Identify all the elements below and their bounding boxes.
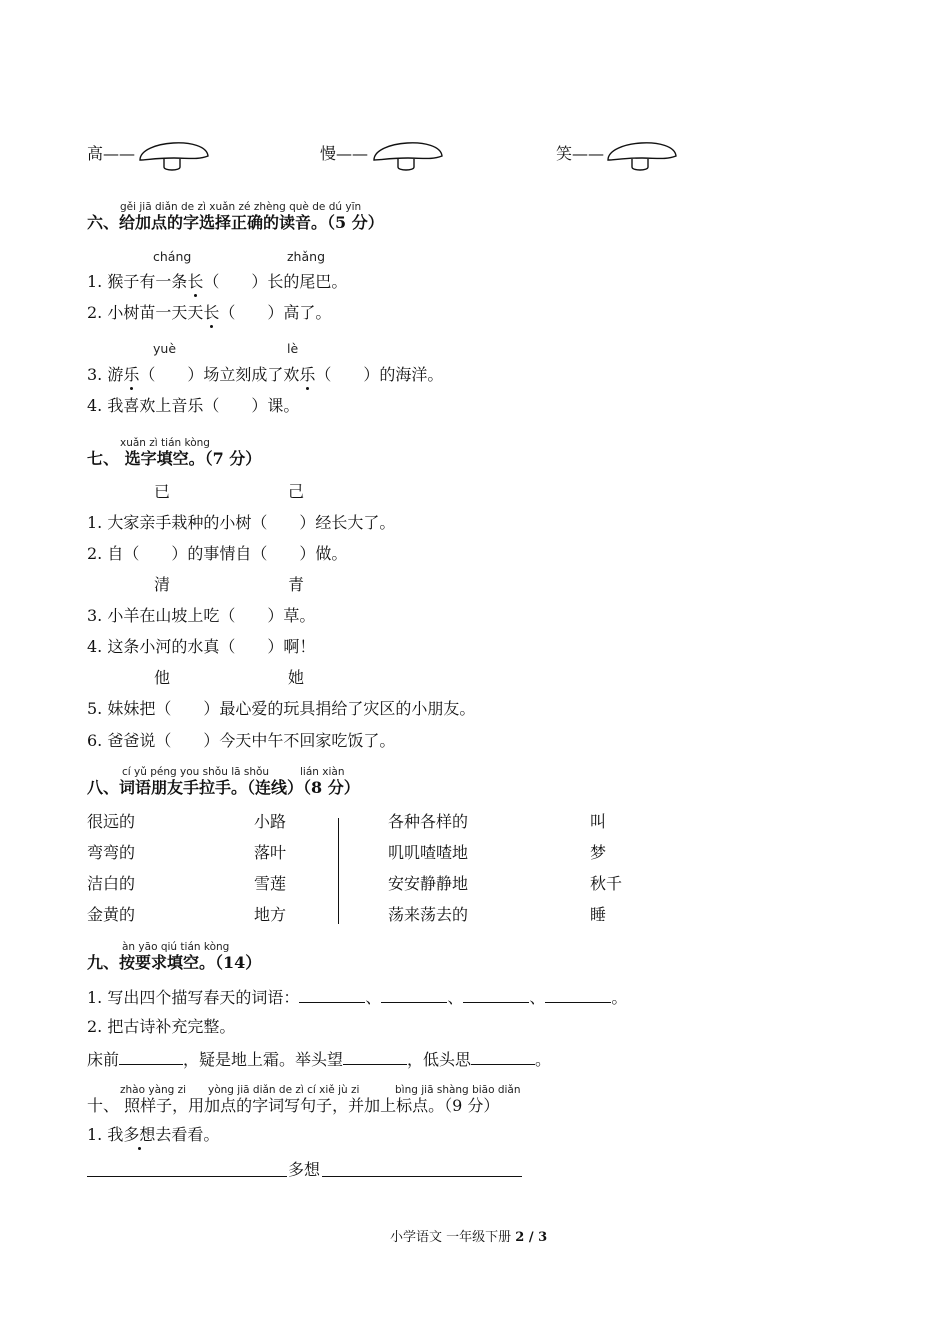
question-6-4: 4. 我喜欢上音乐（ ）课。	[87, 396, 300, 415]
dotted-char: 乐	[299, 365, 316, 384]
match-item: 雪莲	[254, 874, 287, 893]
page-number: 2 / 3	[515, 1230, 548, 1245]
char-option: 他	[154, 668, 171, 687]
char-option: 她	[288, 668, 305, 687]
match-item: 很远的	[87, 812, 136, 831]
question-7-5: 5. 妹妹把（ ）最心爱的玩具捐给了灾区的小朋友。	[87, 699, 476, 718]
answer-blank[interactable]	[381, 987, 447, 1003]
section-8-pinyin: lián xiàn	[300, 766, 345, 778]
mushroom-item-1	[87, 144, 135, 164]
mushroom-icon	[370, 134, 446, 174]
question-7-1: 1. 大家亲手栽种的小树（ ）经长大了。	[87, 513, 396, 532]
match-item: 荡来荡去的	[388, 905, 469, 924]
char-option: 清	[154, 575, 171, 594]
answer-blank[interactable]	[545, 987, 611, 1003]
mushroom-dash: ——	[572, 144, 605, 163]
mushroom-word: 高	[87, 144, 104, 163]
answer-blank[interactable]	[343, 1049, 407, 1065]
char-option: 青	[288, 575, 305, 594]
mushroom-icon	[604, 134, 680, 174]
question-7-4: 4. 这条小河的水真（ ）啊！	[87, 637, 316, 656]
section-9-pinyin: àn yāo qiú tián kòng	[122, 941, 230, 953]
dotted-char: 长	[203, 303, 220, 322]
match-item: 各种各样的	[388, 812, 469, 831]
footer-subject: 小学语文 一年级下册	[390, 1230, 512, 1245]
section-8-title: 八、词语朋友手拉手。（连线）（8 分）	[87, 778, 360, 797]
section-6-pinyin: gěi jiā diǎn de zì xuǎn zé zhèng què de dú yīn	[120, 201, 362, 213]
question-7-2: 2. 自（ ）的事情自（ ）做。	[87, 544, 348, 563]
mushroom-word: 慢	[320, 144, 337, 163]
section-10-pinyin: yòng jiā diǎn de zì cí xiě jù zi	[208, 1084, 360, 1096]
pinyin-option: cháng	[153, 249, 192, 264]
answer-blank[interactable]	[119, 1049, 183, 1065]
mushroom-icon	[136, 134, 212, 174]
char-option: 已	[154, 482, 171, 501]
answer-blank[interactable]	[471, 1049, 535, 1065]
answer-line[interactable]	[87, 1176, 287, 1177]
section-10-pinyin: bìng jiā shàng biāo diǎn	[395, 1084, 521, 1096]
match-item: 落叶	[254, 843, 287, 862]
match-item: 小路	[254, 812, 287, 831]
question-6-3: 3. 游乐（ ）场立刻成了欢乐（ ）的海洋。	[87, 365, 444, 384]
answer-blank[interactable]	[299, 987, 365, 1003]
answer-line[interactable]	[322, 1176, 522, 1177]
pinyin-option: yuè	[153, 341, 177, 356]
poem-line: 床前 ，疑是地上霜。举头望 ，低头思 。	[87, 1050, 552, 1069]
question-9-1: 1. 写出四个描写春天的词语： 、 、 、 。	[87, 988, 628, 1007]
dotted-char: 多想	[123, 1125, 156, 1144]
match-item: 秋千	[590, 874, 623, 893]
answer-blank[interactable]	[463, 987, 529, 1003]
mushroom-item-3	[556, 144, 604, 164]
pinyin-option: zhǎng	[287, 249, 326, 264]
question-9-2: 2. 把古诗补充完整。	[87, 1017, 236, 1036]
section-7-title: 七、 选字填空。（7 分）	[87, 449, 262, 468]
dotted-char: 乐	[123, 365, 140, 384]
question-6-1: 1. 猴子有一条长（ ）长的尾巴。	[87, 272, 348, 291]
example-word: 多想	[288, 1160, 321, 1179]
match-item: 金黄的	[87, 905, 136, 924]
match-item: 梦	[590, 843, 607, 862]
page-footer	[390, 1226, 547, 1245]
section-10-title: 十、 照样子，用加点的字词写句子，并加上标点。（9 分）	[87, 1096, 500, 1115]
mushroom-dash: ——	[336, 144, 369, 163]
pinyin-option: lè	[287, 341, 299, 356]
question-7-6: 6. 爸爸说（ ）今天中午不回家吃饭了。	[87, 731, 396, 750]
match-item: 睡	[590, 905, 607, 924]
section-9-title: 九、按要求填空。（14）	[87, 953, 262, 972]
divider-line	[338, 818, 339, 924]
dotted-char: 长	[187, 272, 204, 291]
match-item: 叽叽喳喳地	[388, 843, 469, 862]
match-item: 弯弯的	[87, 843, 136, 862]
section-7-pinyin: xuǎn zì tián kòng	[120, 437, 210, 449]
section-6-title: 六、给加点的字选择正确的读音。（5 分）	[87, 213, 384, 232]
mushroom-item-2	[320, 144, 368, 164]
char-option: 己	[288, 482, 305, 501]
match-item: 安安静静地	[388, 874, 469, 893]
section-8-pinyin: cí yǔ péng you shǒu lā shǒu	[122, 766, 270, 778]
mushroom-word: 笑	[556, 144, 573, 163]
section-10-pinyin: zhào yàng zi	[120, 1084, 187, 1096]
question-7-3: 3. 小羊在山坡上吃（ ）草。	[87, 606, 316, 625]
match-item: 洁白的	[87, 874, 136, 893]
match-item: 地方	[254, 905, 287, 924]
question-6-2: 2. 小树苗一天天长（ ）高了。	[87, 303, 332, 322]
question-10-1: 1. 我多想去看看。	[87, 1125, 220, 1144]
match-item: 叫	[590, 812, 607, 831]
mushroom-dash: ——	[103, 144, 136, 163]
